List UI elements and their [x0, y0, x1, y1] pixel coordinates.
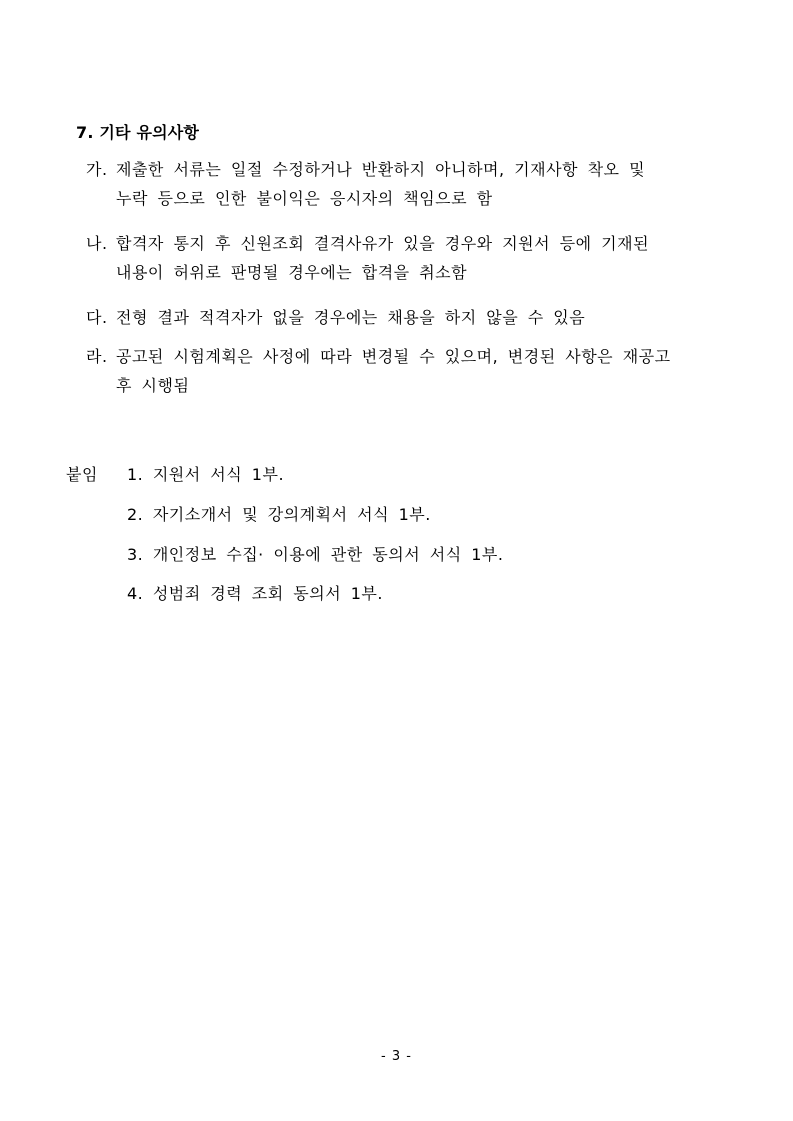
attachment-item: 2. 자기소개서 및 강의계획서 서식 1부. [127, 505, 431, 524]
item-text-line1: 합격자 통지 후 신원조회 결격사유가 있을 경우와 지원서 등에 기재된 [116, 234, 650, 253]
item-text-line1: 제출한 서류는 일절 수정하거나 반환하지 아니하며, 기재사항 착오 및 [116, 160, 646, 179]
attachment-item: 4. 성범죄 경력 조회 동의서 1부. [127, 584, 383, 603]
item-text-line2: 누락 등으로 인한 불이익은 응시자의 책임으로 함 [116, 189, 493, 208]
section-heading: 7. 기타 유의사항 [76, 123, 200, 142]
attachment-item: 3. 개인정보 수집· 이용에 관한 동의서 서식 1부. [127, 545, 504, 564]
page-number: - 3 - [381, 1049, 412, 1064]
item-text-line1: 전형 결과 적격자가 없을 경우에는 채용을 하지 않을 수 있음 [116, 308, 586, 327]
item-text-line2: 내용이 허위로 판명될 경우에는 합격을 취소함 [116, 263, 468, 282]
item-marker: 나. [86, 234, 108, 253]
notice-item-ga [86, 155, 726, 213]
item-marker: 라. [86, 347, 108, 366]
notice-item-ra [86, 342, 726, 400]
item-text-line2: 후 시행됨 [116, 376, 190, 395]
item-text-line1: 공고된 시험계획은 사정에 따라 변경될 수 있으며, 변경된 사항은 재공고 [116, 347, 671, 366]
attachment-item: 1. 지원서 서식 1부. [127, 465, 285, 484]
notice-item-na [86, 229, 726, 287]
item-marker: 가. [86, 160, 108, 179]
notice-item-da [86, 303, 726, 332]
item-marker: 다. [86, 308, 108, 327]
attachment-label: 붙임 [66, 465, 98, 484]
